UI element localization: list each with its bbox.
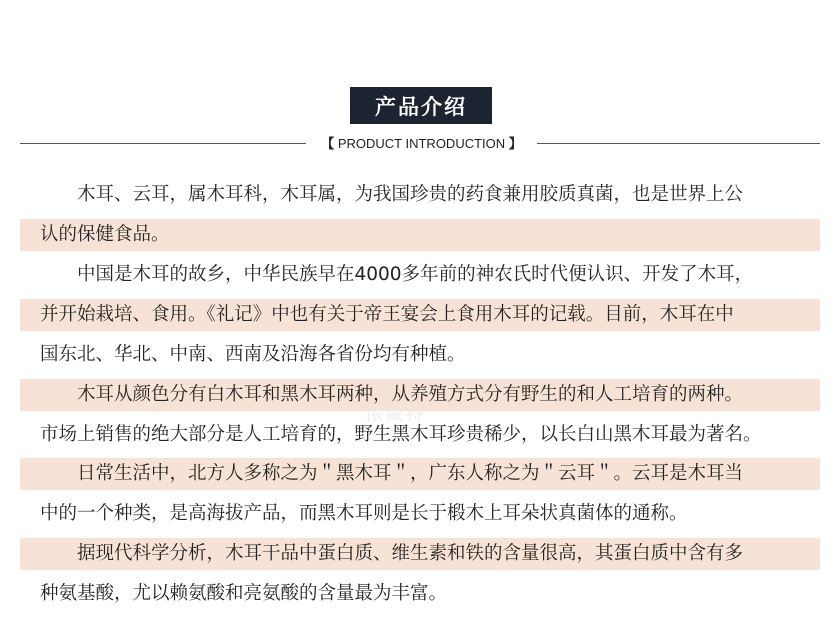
paragraph-line: 日常生活中，北方人多称之为＂黑木耳＂，广东人称之为＂云耳＂。云耳是木耳当 xyxy=(40,463,744,484)
divider-left xyxy=(20,143,306,144)
section-subtitle xyxy=(306,135,537,153)
paragraph-line: 中国是木耳的故乡，中华民族早在4000多年前的神农氏时代便认识、开发了木耳， xyxy=(40,264,754,285)
paragraph-line: 种氨基酸，尤以赖氨酸和亮氨酸的含量最为丰富。 xyxy=(40,583,448,604)
bracket-close: 】 xyxy=(508,136,522,151)
paragraph-line: 中的一个种类，是高海拔产品，而黑木耳则是长于椴木上耳朵状真菌体的通称。 xyxy=(40,503,688,524)
page-title: 产品介绍 xyxy=(350,87,492,124)
bracket-open: 【 xyxy=(321,136,335,151)
paragraph-line: 据现代科学分析，木耳干品中蛋白质、维生素和铁的含量很高，其蛋白质中含有多 xyxy=(40,543,744,564)
paragraph-line: 市场上销售的绝大部分是人工培育的，野生黑木耳珍贵稀少，以长白山黑木耳最为著名。 xyxy=(40,424,762,445)
paragraph-line: 木耳、云耳，属木耳科，木耳属，为我国珍贵的药食兼用胶质真菌，也是世界上公 xyxy=(40,184,744,205)
watermark: 浓威特 xyxy=(366,405,426,425)
paragraph-line: 国东北、华北、中南、西南及沿海各省份均有种植。 xyxy=(40,344,466,365)
paragraph-line: 并开始栽培、食用。《礼记》中也有关于帝王宴会上食用木耳的记载。目前，木耳在中 xyxy=(40,304,734,325)
subtitle-text: PRODUCT INTRODUCTION xyxy=(334,136,509,151)
paragraph-line: 认的保健食品。 xyxy=(40,224,170,245)
paragraph-line: 木耳从颜色分有白木耳和黑木耳两种，从养殖方式分有野生的和人工培育的两种。 xyxy=(40,384,744,405)
divider-right xyxy=(537,143,820,144)
